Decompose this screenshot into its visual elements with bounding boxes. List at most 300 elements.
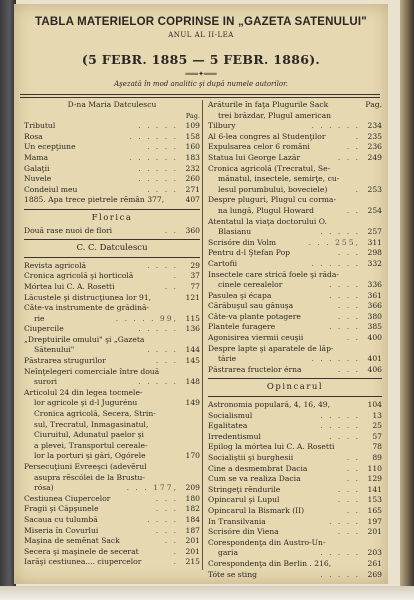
entry-page: 57 bbox=[372, 431, 382, 441]
entry-title: Pentru d-l Ştefan Pop bbox=[208, 248, 291, 258]
entry-leader: . . bbox=[346, 463, 360, 473]
entry-page: 380 bbox=[367, 311, 382, 321]
toc-entry bbox=[24, 483, 200, 494]
entry-title: Câte-va instrumente de grădină- bbox=[24, 303, 150, 313]
entry-leader: . . . bbox=[155, 493, 178, 503]
entry-title: Cronica agricolă, Secera, Strin- bbox=[34, 409, 156, 419]
entry-title: Sacaua cu tulumbă bbox=[24, 514, 98, 524]
toc-entry bbox=[24, 462, 200, 473]
entry-leader: . . . . bbox=[147, 345, 178, 355]
toc-entry bbox=[208, 132, 382, 143]
toc-entry bbox=[24, 335, 200, 346]
entry-page: 249 bbox=[367, 152, 382, 162]
entry-leader: . . . bbox=[337, 301, 360, 311]
entry-page: 360 bbox=[185, 225, 200, 235]
entry-title: na lungă, Plugul Howard bbox=[218, 205, 314, 215]
entry-page: 153 bbox=[367, 495, 382, 505]
toc-entry bbox=[24, 153, 200, 164]
entry-leader: . . . . . bbox=[320, 548, 360, 558]
section-rule bbox=[24, 239, 200, 240]
entry-leader: . . bbox=[164, 225, 178, 235]
entry-title: Epilog la mórtea lui C. A. Rosetti bbox=[208, 442, 335, 452]
entry-title: Mórtea lui C. A. Rosetti bbox=[24, 281, 115, 291]
entry-page: 232 bbox=[185, 163, 200, 173]
toc-entry bbox=[24, 494, 200, 505]
entry-leader: . . . . bbox=[147, 142, 178, 152]
entry-leader: . bbox=[173, 271, 178, 281]
entry-title: Scrisóre din Viena bbox=[208, 527, 279, 537]
entry-leader: . . . . . bbox=[320, 410, 360, 420]
toc-entry bbox=[208, 333, 382, 344]
toc-entry bbox=[24, 164, 200, 175]
section-heading: Florica bbox=[91, 212, 133, 223]
entry-leader: . . bbox=[164, 536, 178, 546]
entry-page: 366 bbox=[367, 301, 382, 311]
header-rule bbox=[20, 94, 380, 98]
entry-title: Agonisirea viermii ceuşii bbox=[208, 333, 304, 343]
entry-list bbox=[208, 400, 382, 580]
entry-title: Miseria în Covurlui bbox=[24, 525, 99, 535]
toc-entry bbox=[24, 515, 200, 526]
entry-title: Insectele care strică foele şi răda- bbox=[208, 269, 339, 279]
document-page bbox=[14, 4, 388, 584]
entry-title: Cărăbuşul sau gânuşa bbox=[208, 301, 294, 311]
toc-entry bbox=[208, 238, 382, 249]
entry-title: Păstrarea strugurilor bbox=[24, 356, 106, 366]
toc-entry bbox=[24, 430, 200, 441]
entry-page: 235 bbox=[367, 131, 382, 141]
entry-leader: . . . . bbox=[329, 322, 360, 332]
toc-entry bbox=[24, 142, 200, 153]
entry-leader: . . . . . bbox=[320, 421, 360, 431]
entry-page: 183 bbox=[185, 152, 200, 162]
entry-page: 89 bbox=[372, 453, 382, 462]
entry-title: Cestiunea Ciupercelor bbox=[24, 493, 111, 503]
toc-entry bbox=[208, 142, 382, 153]
column-divider bbox=[202, 100, 203, 570]
entry-page: 165 bbox=[367, 505, 382, 515]
entry-title: asupra rĕscólei de la Brustu- bbox=[34, 472, 146, 482]
entry-page: 104 bbox=[367, 400, 382, 410]
entry-title: Cum se va realiza Dacia bbox=[208, 474, 301, 484]
entry-list bbox=[24, 226, 200, 237]
entry-page: 180 bbox=[185, 493, 200, 503]
entry-leader: . . . . . . bbox=[129, 152, 178, 162]
entry-title: Plantele furagere bbox=[208, 322, 276, 332]
entry-title: cinele cerealelor bbox=[218, 280, 283, 290]
entry-title: sul, Trecratul, Inmagasinatul, bbox=[34, 419, 149, 429]
entry-title: lor la porturi şi gări, Ogórele bbox=[34, 451, 146, 461]
toc-entry bbox=[24, 261, 200, 272]
toc-entry bbox=[208, 206, 382, 217]
toc-entry bbox=[208, 280, 382, 291]
entry-title: Tóte se sting bbox=[208, 569, 257, 579]
entry-title: Sătenului" bbox=[34, 345, 75, 355]
toc-entry bbox=[208, 506, 382, 517]
toc-entry bbox=[208, 442, 382, 453]
entry-title: Cine a desmembrat Dacia bbox=[208, 463, 308, 473]
entry-page: 170 bbox=[185, 451, 200, 461]
entry-title: Lăcustele şi distrucţiunea lor 91, bbox=[24, 292, 152, 302]
entry-page: 271 bbox=[185, 184, 200, 194]
entry-page: 401 bbox=[367, 354, 382, 364]
entry-leader: . . . . bbox=[329, 280, 360, 290]
toc-entry bbox=[208, 495, 382, 506]
entry-page: 269 bbox=[367, 569, 382, 579]
toc-entry bbox=[24, 451, 200, 462]
toc-entry bbox=[208, 527, 382, 538]
toc-entry bbox=[24, 367, 200, 378]
entry-page: 234 bbox=[367, 121, 382, 131]
entry-page: 332 bbox=[367, 258, 382, 268]
section-heading: Opincarul bbox=[266, 382, 324, 393]
entry-leader: . . . bbox=[155, 504, 178, 514]
year-label: ANUL AL II-LEA bbox=[168, 31, 234, 39]
entry-title: Cronica agricolă şi horticolă bbox=[24, 271, 134, 281]
section-rule bbox=[24, 209, 200, 210]
entry-leader: . bbox=[173, 557, 178, 567]
left-column bbox=[24, 100, 200, 568]
entry-page: 78 bbox=[372, 442, 382, 452]
entry-leader: . . bbox=[346, 453, 360, 462]
entry-leader: . . . 177, bbox=[126, 483, 178, 493]
entry-leader: . . bbox=[346, 333, 360, 343]
entry-leader: . bbox=[355, 131, 360, 141]
toc-entry bbox=[24, 504, 200, 515]
entry-page: 110 bbox=[367, 463, 382, 473]
entry-title: Statua lui George Lazăr bbox=[208, 152, 301, 162]
entry-page: 182 bbox=[185, 504, 200, 514]
toc-entry bbox=[208, 100, 382, 111]
entry-leader: . . . . bbox=[147, 184, 178, 194]
entry-title: Iarăşi cestiunea.... ciupercelor bbox=[24, 557, 142, 567]
toc-entry bbox=[24, 473, 200, 484]
entry-page: 406 bbox=[367, 364, 382, 374]
toc-entry bbox=[24, 303, 200, 314]
entry-leader: . . . . . bbox=[138, 163, 178, 173]
entry-leader: . . . . . bbox=[138, 174, 178, 184]
entry-title: Neînţelegeri comerciale între două bbox=[24, 366, 160, 376]
entry-leader: . . . bbox=[337, 311, 360, 321]
page-title: TABLA MATERIELOR COPRINSE IN „GAZETA SATENULUI" bbox=[35, 16, 367, 28]
toc-entry bbox=[208, 217, 382, 228]
entry-page: 385 bbox=[367, 322, 382, 332]
entry-title: Revista agricolă bbox=[24, 260, 87, 270]
entry-title: Rosa bbox=[24, 131, 43, 141]
entry-title: a plevei, Transportul cereale- bbox=[34, 440, 148, 450]
entry-title: Cronica agricolă (Trecratul, Se- bbox=[208, 163, 331, 173]
toc-entry bbox=[24, 409, 200, 420]
toc-entry bbox=[208, 548, 382, 559]
entry-title: Scrisóre din Volm bbox=[208, 237, 277, 247]
entry-title: 1885. Apa trece pietrele rĕmân 377, bbox=[24, 195, 165, 205]
entry-page: 201 bbox=[185, 536, 200, 546]
entry-title: Păstrarea fructelor érna bbox=[208, 364, 302, 374]
entry-leader: . . . . . . bbox=[311, 121, 360, 131]
toc-entry bbox=[208, 248, 382, 259]
toc-entry bbox=[24, 547, 200, 558]
toc-entry bbox=[24, 377, 200, 388]
entry-page: 201 bbox=[185, 546, 200, 556]
toc-entry bbox=[208, 259, 382, 270]
entry-title: Tributul bbox=[24, 121, 56, 131]
entry-leader: . . . . bbox=[147, 260, 178, 270]
section-rule bbox=[208, 396, 382, 397]
date-range: (5 FEBR. 1885 — 5 FEBR. 1886). bbox=[81, 52, 321, 67]
right-column bbox=[208, 100, 382, 580]
entry-title: Cartofii bbox=[208, 258, 238, 268]
entry-page: 13 bbox=[372, 410, 382, 420]
ornament: ═══✦═══ bbox=[185, 70, 217, 78]
entry-title: Câte-va plante potagere bbox=[208, 311, 301, 321]
toc-entry bbox=[24, 345, 200, 356]
entry-leader: . . . . bbox=[147, 514, 178, 524]
author-heading: C. C. Datculescu bbox=[76, 243, 148, 254]
entry-page: 160 bbox=[185, 142, 200, 152]
entry-leader: . . . bbox=[337, 248, 360, 258]
entry-page: 37 bbox=[190, 271, 200, 281]
entry-page: 109 bbox=[185, 121, 200, 131]
toc-entry bbox=[208, 164, 382, 175]
entry-title: Opincarul şi Lupul bbox=[208, 495, 280, 505]
entry-title: Articolul 24 din legea tocmele- bbox=[24, 387, 143, 397]
entry-leader: . . . 255, bbox=[308, 237, 360, 247]
entry-leader: . . . bbox=[155, 356, 178, 366]
entry-title: Fragii şi Căpşunele bbox=[24, 504, 99, 514]
entry-leader: . . . bbox=[337, 527, 360, 537]
toc-entry bbox=[208, 344, 382, 355]
entry-page: 209 bbox=[185, 483, 200, 493]
entry-leader: . . . bbox=[337, 364, 360, 374]
entry-page: 236 bbox=[367, 142, 382, 152]
toc-entry bbox=[208, 121, 382, 132]
entry-title: Egalitatea bbox=[208, 421, 248, 431]
entry-leader: . . bbox=[346, 505, 360, 515]
entry-leader: . bbox=[355, 184, 360, 194]
entry-leader: . . . . . . bbox=[311, 354, 360, 364]
entry-page: 184 bbox=[185, 514, 200, 524]
entry-title: mănatul, insectele, semirţe, cu- bbox=[218, 174, 340, 184]
entry-title: Atentatul la viaţa doctorului O. bbox=[208, 216, 327, 226]
entry-title: surori bbox=[34, 377, 58, 387]
entry-title: „Dreptuirile omului" şi „Gazeta bbox=[24, 334, 145, 344]
entry-leader: . . bbox=[164, 281, 178, 291]
toc-entry bbox=[208, 301, 382, 312]
entry-list bbox=[24, 261, 200, 568]
toc-entry bbox=[24, 293, 200, 304]
entry-title: Expulsarea celor 6 români bbox=[208, 142, 310, 152]
entry-title: lor agricole şi d-l Jugurénu bbox=[34, 398, 138, 408]
entry-list bbox=[24, 121, 200, 206]
entry-page: 254 bbox=[367, 205, 382, 215]
entry-page: 158 bbox=[185, 131, 200, 141]
entry-leader: . . bbox=[346, 205, 360, 215]
toc-entry bbox=[24, 314, 200, 325]
entry-page: 261 bbox=[367, 558, 382, 568]
entry-page: 215 bbox=[185, 557, 200, 567]
table-surface bbox=[0, 586, 414, 600]
section-rule bbox=[24, 257, 200, 258]
entry-title: Condeiul meu bbox=[24, 184, 78, 194]
toc-entry bbox=[208, 111, 382, 122]
author-heading: D-na Maria Datculescu bbox=[67, 100, 157, 109]
entry-page: 336 bbox=[367, 280, 382, 290]
entry-page: 145 bbox=[185, 356, 200, 366]
entry-leader: . . . bbox=[337, 152, 360, 162]
toc-entry bbox=[208, 291, 382, 302]
entry-title: In Transilvania bbox=[208, 516, 266, 526]
toc-entry bbox=[24, 526, 200, 537]
entry-title: Mama bbox=[24, 152, 49, 162]
entry-title: Stringeţi rĕndurile bbox=[208, 484, 281, 494]
entry-leader: . . . . . bbox=[138, 121, 178, 131]
toc-entry bbox=[24, 282, 200, 293]
entry-title: Despre lapte şi aparatele de lăp- bbox=[208, 343, 334, 353]
entry-title: Secera şi maşinele de secerat bbox=[24, 546, 139, 556]
entry-title: Irredentismul bbox=[208, 431, 261, 441]
entry-leader: . . bbox=[346, 142, 360, 152]
entry-title: Corespondenţa din Austro-Un- bbox=[208, 537, 326, 547]
toc-entry bbox=[24, 121, 200, 132]
entry-leader: . . . bbox=[337, 495, 360, 505]
toc-entry bbox=[24, 185, 200, 196]
page-edge bbox=[400, 0, 414, 600]
entry-page: 311 bbox=[367, 237, 382, 247]
entry-title: rie bbox=[34, 313, 45, 323]
entry-page: 148 bbox=[185, 377, 200, 387]
entry-title: Persecuţiuni Evreeşci (adevĕrul bbox=[24, 462, 147, 471]
entry-title: trei brăzdar, Plugul american bbox=[218, 110, 332, 120]
entry-title: Socialiştii şi burghesii bbox=[208, 453, 294, 462]
toc-entry bbox=[208, 354, 382, 365]
toc-entry bbox=[24, 420, 200, 431]
toc-entry bbox=[208, 570, 382, 581]
entry-title: Socialismul bbox=[208, 410, 253, 420]
entry-page: 77 bbox=[190, 281, 200, 291]
entry-page: 141 bbox=[367, 484, 382, 494]
entry-leader: . . . . bbox=[329, 431, 360, 441]
entry-title: Blasianu bbox=[218, 227, 252, 237]
entry-leader: . . . bbox=[337, 484, 360, 494]
subtitle: Aşezată în mod analitic şi după numele autorilor. bbox=[114, 80, 288, 88]
toc-entry bbox=[24, 132, 200, 143]
toc-entry bbox=[208, 153, 382, 164]
toc-entry bbox=[24, 398, 200, 409]
toc-entry bbox=[24, 388, 200, 399]
entry-leader: . . . . bbox=[329, 290, 360, 300]
entry-title: Tilbury bbox=[208, 121, 236, 131]
entry-title: Despre pluguri, Plugul cu corma- bbox=[208, 195, 337, 205]
toc-entry bbox=[208, 538, 382, 549]
entry-page: 29 bbox=[190, 260, 200, 270]
toc-entry bbox=[208, 432, 382, 443]
toc-entry bbox=[208, 517, 382, 528]
entry-title: rósa) bbox=[34, 483, 54, 493]
toc-entry bbox=[24, 356, 200, 367]
entry-page: 298 bbox=[367, 248, 382, 258]
entry-leader: . . bbox=[346, 474, 360, 484]
entry-title: Corespondenţa din Berlin . 216, bbox=[208, 558, 332, 568]
section-rule bbox=[208, 378, 382, 379]
toc-entry bbox=[208, 453, 382, 464]
entry-title: Nuvele bbox=[24, 174, 52, 184]
entry-list bbox=[208, 100, 382, 375]
entry-title: Pasulea şi écapa bbox=[208, 290, 272, 300]
entry-title: Ciupercile bbox=[24, 324, 64, 334]
toc-entry bbox=[24, 536, 200, 547]
entry-title: garia bbox=[218, 548, 238, 558]
entry-leader: . . . . . 99, bbox=[115, 313, 178, 323]
entry-leader: . . . . . bbox=[138, 324, 178, 334]
entry-title: Arăturile în faţa Plugurile Sack bbox=[208, 100, 329, 109]
entry-leader: . . . bbox=[155, 525, 178, 535]
entry-title: Maşina de semĕnat Sack bbox=[24, 536, 120, 546]
entry-title: Astronomia populară, 4, 16, 49, bbox=[208, 400, 331, 410]
entry-title: Galaţii bbox=[24, 163, 50, 173]
entry-page: 121 bbox=[185, 292, 200, 302]
toc-entry bbox=[208, 270, 382, 281]
toc-entry bbox=[24, 195, 200, 206]
entry-page: 144 bbox=[185, 345, 200, 355]
entry-leader: . . . . . bbox=[138, 377, 178, 387]
toc-entry bbox=[24, 441, 200, 452]
entry-title: Ciuruitul, Adunatul paelor şi bbox=[34, 430, 144, 440]
entry-page: 129 bbox=[367, 474, 382, 484]
toc-entry bbox=[208, 322, 382, 333]
entry-page: 201 bbox=[367, 527, 382, 537]
toc-entry bbox=[24, 174, 200, 185]
toc-entry bbox=[208, 185, 382, 196]
entry-title: Al 6-lea congres al Studenţilor bbox=[208, 131, 326, 141]
toc-entry bbox=[24, 271, 200, 282]
entry-title: Un ecepţiune bbox=[24, 142, 76, 152]
toc-entry bbox=[208, 227, 382, 238]
entry-page: 361 bbox=[367, 290, 382, 300]
toc-entry bbox=[208, 400, 382, 411]
entry-page: 253 bbox=[367, 184, 382, 194]
entry-leader: . . . . bbox=[329, 516, 360, 526]
entry-title: Opincarul la Bismark (II) bbox=[208, 505, 305, 515]
entry-page: 149 bbox=[185, 398, 200, 408]
entry-leader: . bbox=[173, 546, 178, 556]
toc-entry bbox=[208, 464, 382, 475]
entry-page: 136 bbox=[185, 324, 200, 334]
entry-title: Două rase nuoi de flori bbox=[24, 225, 113, 235]
entry-page: 260 bbox=[185, 174, 200, 184]
entry-leader: . . . . . . bbox=[129, 131, 178, 141]
entry-page: 115 bbox=[185, 313, 200, 323]
toc-entry bbox=[208, 559, 382, 570]
entry-title: tărie bbox=[218, 354, 237, 364]
toc-entry bbox=[208, 174, 382, 185]
entry-leader: . . . . . bbox=[320, 569, 360, 579]
entry-leader: . . . . . . bbox=[311, 258, 360, 268]
entry-page: 197 bbox=[367, 516, 382, 526]
toc-entry bbox=[24, 226, 200, 237]
toc-entry bbox=[208, 474, 382, 485]
entry-page: 25 bbox=[372, 421, 382, 431]
entry-page: 407 bbox=[185, 195, 200, 205]
entry-page: 400 bbox=[367, 333, 382, 343]
toc-entry bbox=[24, 557, 200, 568]
toc-entry bbox=[208, 485, 382, 496]
entry-page: 257 bbox=[367, 227, 382, 237]
toc-entry bbox=[208, 421, 382, 432]
entry-leader: . . . . . bbox=[320, 227, 360, 237]
pag-label: Pag. bbox=[185, 111, 200, 120]
toc-entry bbox=[208, 312, 382, 323]
toc-entry bbox=[208, 365, 382, 376]
